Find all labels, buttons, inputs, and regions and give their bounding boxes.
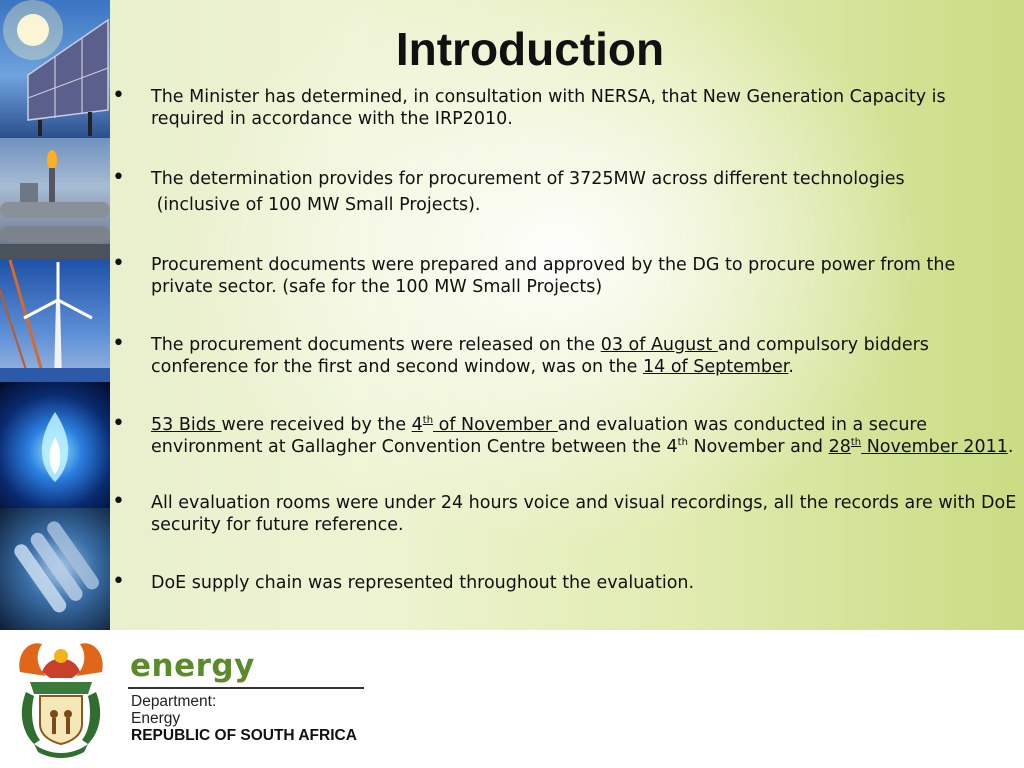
energy-logo-word: energy [130,648,255,684]
bullet-text: November 2011 [861,437,1008,457]
bullet-item [112,331,1017,378]
bullet-marker: • [112,569,125,594]
oil-refinery-image [0,138,110,260]
light-bulb-image [0,508,110,630]
bullet-item [112,569,1017,594]
bullet-text: All evaluation rooms were under 24 hours voice and visual recordings, all the records are with DoE security for future reference. [151,493,1017,535]
bullet-text: . [788,357,794,377]
dept-line-country: REPUBLIC OF SOUTH AFRICA [131,727,357,744]
bullet-text: of November [433,415,558,435]
bullet-text: and evaluation was conducted in a secure environment at Gallagher Convention Centre between the 4 [151,415,927,457]
bullet-text: 53 Bids [151,415,222,435]
bullet-marker: • [112,331,125,356]
bullet-marker: • [112,251,125,276]
bullet-marker: • [112,489,125,514]
bullet-marker: • [112,165,125,190]
bullet-text: 4 [411,415,423,435]
bullet-text: and compulsory bidders conference for the first and second window, was on the [151,335,929,377]
bullet-text: th [677,437,688,449]
solar-panels-image [0,0,110,138]
side-image-strip [0,0,110,630]
bullet-marker: • [112,411,125,436]
bullet-item [112,411,1017,458]
bullet-text: 28 [828,437,851,457]
logo-divider [128,687,364,689]
bullet-list [112,83,1017,594]
footer [0,630,1024,768]
bullet-text: November and [687,437,829,457]
bullet-text: 03 of August [600,335,718,355]
bullet-text: 14 of September [642,357,789,377]
slide-title: Introduction [395,23,665,75]
bullet-item [112,489,1017,536]
bullet-text: th [422,415,434,427]
bullet-text: th [850,437,862,449]
bullet-text: The procurement documents were released on the [151,335,601,355]
bullet-text: . [1007,437,1014,457]
bullet-item [112,166,1017,218]
bullet-text: The determination provides for procurement of 3725MW across different technologies [151,169,905,189]
department-name [131,693,357,744]
dept-line-department: Department: [131,693,217,710]
bullet-item [112,83,1017,130]
bullet-text: The Minister has determined, in consultation with NERSA, that New Generation Capacity is required in accordance with the IRP2010. [151,87,946,129]
bullet-item [112,251,1017,298]
bullet-text: Procurement documents were prepared and approved by the DG to procure power from the private sector. (safe for the 100 MW Small Projects) [151,255,956,297]
dept-line-energy: Energy [131,710,181,727]
south-africa-coat-of-arms-icon [12,632,110,760]
bullet-text: DoE supply chain was represented throughout the evaluation. [151,573,695,593]
gas-flame-image [0,382,110,508]
bullet-text: (inclusive of 100 MW Small Projects). [151,195,481,215]
bullet-text: were received by the [221,415,412,435]
bullet-marker: • [112,83,125,108]
wind-turbine-image [0,260,110,382]
